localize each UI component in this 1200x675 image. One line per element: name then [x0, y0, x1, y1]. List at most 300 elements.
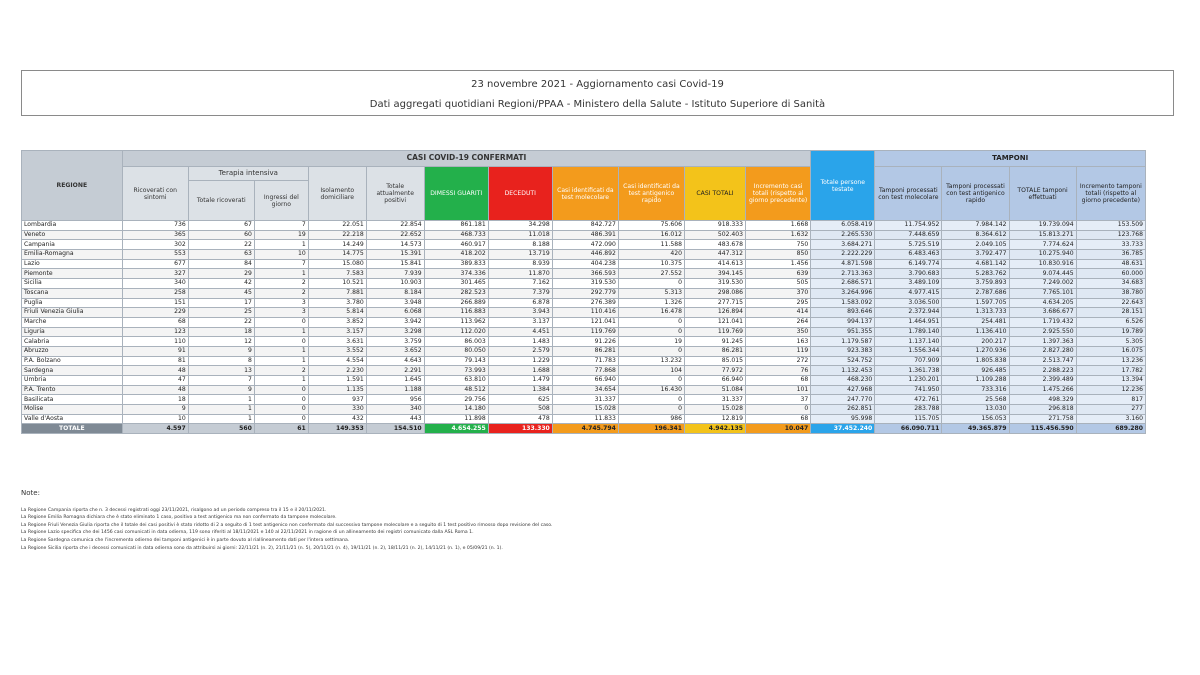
table-cell: 31.337: [685, 395, 746, 405]
table-cell: 110: [122, 337, 188, 347]
table-cell: 1: [254, 269, 308, 279]
table-cell: 80.050: [424, 346, 488, 356]
table-cell: 271.758: [1009, 414, 1076, 424]
table-cell: 502.403: [685, 230, 746, 240]
note-line: La Regione Friuli Venezia Giulia riporta che il totale dei casi positivi è stato ridotto di 2 a seguito di 1 test antigenico non confermato dal successivo tampone molecolare e a seguito di 1 test positivo rimosso dopo revisione del caso.: [21, 522, 553, 528]
table-cell: 951.355: [811, 327, 875, 337]
table-cell: 13.394: [1076, 376, 1145, 386]
table-cell: 1.230.201: [875, 376, 942, 386]
table-cell: 3.686.677: [1009, 308, 1076, 318]
totale-cell: 689.280: [1076, 424, 1145, 434]
notes-title: Note:: [21, 489, 40, 497]
header-terapia-intensiva: Terapia intensiva: [188, 167, 308, 181]
table-cell: 3.489.109: [875, 279, 942, 289]
table-cell: 7: [254, 221, 308, 231]
table-row: [22, 317, 1146, 327]
table-cell: 1: [254, 240, 308, 250]
header-tamponi: TAMPONI: [875, 151, 1146, 167]
table-cell: 63: [188, 250, 254, 260]
region-name: Calabria: [22, 337, 123, 347]
table-cell: 12.819: [685, 414, 746, 424]
table-cell: 119: [746, 346, 811, 356]
table-cell: 7.379: [488, 288, 552, 298]
table-cell: 15.391: [366, 250, 424, 260]
table-cell: 1.361.738: [875, 366, 942, 376]
table-cell: 91: [122, 346, 188, 356]
table-cell: 277.715: [685, 298, 746, 308]
table-cell: 3.948: [366, 298, 424, 308]
table-cell: 330: [308, 405, 366, 415]
table-cell: 15.813.271: [1009, 230, 1076, 240]
table-cell: 10.275.940: [1009, 250, 1076, 260]
table-cell: 3.790.683: [875, 269, 942, 279]
table-cell: 3.684.271: [811, 240, 875, 250]
table-cell: 29: [188, 269, 254, 279]
table-cell: 115.705: [875, 414, 942, 424]
table-cell: 14.180: [424, 405, 488, 415]
table-cell: 472.761: [875, 395, 942, 405]
table-cell: 258: [122, 288, 188, 298]
table-cell: 350: [746, 327, 811, 337]
table-cell: 229: [122, 308, 188, 318]
table-cell: 850: [746, 250, 811, 260]
totale-cell: 49.365.879: [942, 424, 1009, 434]
table-cell: 468.733: [424, 230, 488, 240]
table-cell: 34.654: [552, 385, 618, 395]
table-cell: 1: [188, 414, 254, 424]
table-cell: 468.230: [811, 376, 875, 386]
table-cell: 2.713.363: [811, 269, 875, 279]
table-cell: 7.774.624: [1009, 240, 1076, 250]
table-cell: 266.889: [424, 298, 488, 308]
table-cell: 25: [188, 308, 254, 318]
table-cell: 10.830.916: [1009, 259, 1076, 269]
table-cell: 365: [122, 230, 188, 240]
table-cell: 1.805.838: [942, 356, 1009, 366]
table-row: [22, 240, 1146, 250]
table-cell: 48: [122, 366, 188, 376]
table-cell: 414: [746, 308, 811, 318]
table-cell: 19.739.094: [1009, 221, 1076, 231]
region-name: Liguria: [22, 327, 123, 337]
region-name: Umbria: [22, 376, 123, 386]
table-cell: 0: [254, 414, 308, 424]
header-dimessi: DIMESSI GUARITI: [424, 167, 488, 221]
header-ti-totale: Totale ricoverati: [188, 181, 254, 221]
table-cell: 18: [122, 395, 188, 405]
table-cell: 3.780: [308, 298, 366, 308]
table-cell: 31.337: [552, 395, 618, 405]
table-cell: 68: [122, 317, 188, 327]
table-cell: 247.770: [811, 395, 875, 405]
table-cell: 7: [254, 259, 308, 269]
table-cell: 121.041: [552, 317, 618, 327]
table-cell: 447.312: [685, 250, 746, 260]
table-cell: 340: [366, 405, 424, 415]
table-cell: 22.643: [1076, 298, 1145, 308]
table-cell: 0: [254, 405, 308, 415]
table-cell: 0: [254, 395, 308, 405]
table-cell: 1.483: [488, 337, 552, 347]
table-cell: 8: [188, 356, 254, 366]
table-cell: 29.756: [424, 395, 488, 405]
table-cell: 48.512: [424, 385, 488, 395]
table-cell: 116.883: [424, 308, 488, 318]
table-cell: 11.833: [552, 414, 618, 424]
table-cell: 3.264.996: [811, 288, 875, 298]
table-cell: 11.018: [488, 230, 552, 240]
region-name: Puglia: [22, 298, 123, 308]
table-cell: 9: [122, 405, 188, 415]
region-name: Campania: [22, 240, 123, 250]
table-cell: 2.049.105: [942, 240, 1009, 250]
table-cell: 1: [188, 405, 254, 415]
table-cell: 10: [122, 414, 188, 424]
table-cell: 2.686.571: [811, 279, 875, 289]
table-cell: 77.868: [552, 366, 618, 376]
table-cell: 295: [746, 298, 811, 308]
table-cell: 67: [188, 221, 254, 231]
table-cell: 200.217: [942, 337, 1009, 347]
table-cell: 0: [618, 346, 684, 356]
table-cell: 524.752: [811, 356, 875, 366]
note-line: La Regione Lazio specifica che dei 1456 casi comunicati in data odierna, 119 sono riferiti al 18/11/2021 e 140 al 22/11/2021 in ragione di un allineamento dei registri comunicato dalla ASL Roma 1.: [21, 530, 474, 536]
table-cell: 926.485: [942, 366, 1009, 376]
table-cell: 3.157: [308, 327, 366, 337]
table-cell: 6.483.463: [875, 250, 942, 260]
covid-data-table: [21, 150, 1146, 434]
table-cell: 42: [188, 279, 254, 289]
table-cell: 2.925.550: [1009, 327, 1076, 337]
table-cell: 119.769: [552, 327, 618, 337]
table-cell: 66.940: [552, 376, 618, 386]
table-cell: 3.160: [1076, 414, 1145, 424]
table-cell: 7.162: [488, 279, 552, 289]
table-cell: 3.631: [308, 337, 366, 347]
table-cell: 1.556.344: [875, 346, 942, 356]
table-cell: 432: [308, 414, 366, 424]
table-cell: 1.591: [308, 376, 366, 386]
table-cell: 86.281: [552, 346, 618, 356]
table-cell: 3.943: [488, 308, 552, 318]
totale-cell: 133.330: [488, 424, 552, 434]
table-cell: 1.179.587: [811, 337, 875, 347]
table-cell: 27.552: [618, 269, 684, 279]
table-cell: 71.783: [552, 356, 618, 366]
table-cell: 301.465: [424, 279, 488, 289]
table-cell: 296.818: [1009, 405, 1076, 415]
table-cell: 937: [308, 395, 366, 405]
table-cell: 1.326: [618, 298, 684, 308]
table-cell: 15.080: [308, 259, 366, 269]
header-ricoverati: Ricoverati con sintomi: [122, 167, 188, 221]
totale-cell: 154.510: [366, 424, 424, 434]
header-casi-molecolare: Casi identificati da test molecolare: [552, 167, 618, 221]
table-cell: 5.305: [1076, 337, 1145, 347]
table-cell: 1.229: [488, 356, 552, 366]
table-cell: 68: [746, 376, 811, 386]
table-cell: 13.232: [618, 356, 684, 366]
table-cell: 750: [746, 240, 811, 250]
table-cell: 639: [746, 269, 811, 279]
table-cell: 12: [188, 337, 254, 347]
table-cell: 60: [188, 230, 254, 240]
totale-cell: 10.047: [746, 424, 811, 434]
table-cell: 151: [122, 298, 188, 308]
header-deceduti: DECEDUTI: [488, 167, 552, 221]
table-cell: 2.399.489: [1009, 376, 1076, 386]
table-cell: 1.583.092: [811, 298, 875, 308]
table-row: [22, 230, 1146, 240]
table-row: [22, 356, 1146, 366]
table-cell: 7.583: [308, 269, 366, 279]
table-cell: 264: [746, 317, 811, 327]
table-cell: 11.870: [488, 269, 552, 279]
table-cell: 1: [254, 356, 308, 366]
table-cell: 6.058.419: [811, 221, 875, 231]
table-cell: 1.135: [308, 385, 366, 395]
totale-cell: 37.452.240: [811, 424, 875, 434]
table-cell: 553: [122, 250, 188, 260]
table-cell: 283.788: [875, 405, 942, 415]
totale-cell: 560: [188, 424, 254, 434]
table-cell: 101: [746, 385, 811, 395]
table-cell: 1.719.432: [1009, 317, 1076, 327]
table-cell: 14.775: [308, 250, 366, 260]
table-cell: 86.003: [424, 337, 488, 347]
table-cell: 19.789: [1076, 327, 1145, 337]
totale-cell: 66.090.711: [875, 424, 942, 434]
table-cell: 498.329: [1009, 395, 1076, 405]
region-name: Toscana: [22, 288, 123, 298]
table-cell: 0: [618, 395, 684, 405]
table-cell: 3.759: [366, 337, 424, 347]
header-incremento-casi: Incremento casi totali (rispetto al giorno precedente): [746, 167, 811, 221]
table-cell: 16.430: [618, 385, 684, 395]
table-cell: 10.521: [308, 279, 366, 289]
table-cell: 2: [254, 366, 308, 376]
table-row: [22, 308, 1146, 318]
region-name: Molise: [22, 405, 123, 415]
table-cell: 2.513.747: [1009, 356, 1076, 366]
table-cell: 15.841: [366, 259, 424, 269]
table-cell: 370: [746, 288, 811, 298]
table-cell: 292.779: [552, 288, 618, 298]
table-cell: 7.984.142: [942, 221, 1009, 231]
table-cell: 282.523: [424, 288, 488, 298]
table-cell: 923.383: [811, 346, 875, 356]
table-cell: 5.725.519: [875, 240, 942, 250]
table-cell: 986: [618, 414, 684, 424]
header-casi-totali: CASI TOTALI: [685, 167, 746, 221]
table-cell: 11.898: [424, 414, 488, 424]
table-cell: 5.313: [618, 288, 684, 298]
table-cell: 38.780: [1076, 288, 1145, 298]
table-cell: 79.143: [424, 356, 488, 366]
table-cell: 8.188: [488, 240, 552, 250]
table-cell: 0: [618, 376, 684, 386]
table-cell: 505: [746, 279, 811, 289]
table-cell: 16.075: [1076, 346, 1145, 356]
table-cell: 262.851: [811, 405, 875, 415]
table-cell: 1: [254, 346, 308, 356]
totale-cell: 149.353: [308, 424, 366, 434]
table-cell: 91.226: [552, 337, 618, 347]
header-positivi: Totale attualmente positivi: [366, 167, 424, 221]
table-cell: 1.188: [366, 385, 424, 395]
table-cell: 104: [618, 366, 684, 376]
table-cell: 0: [618, 327, 684, 337]
table-cell: 95.998: [811, 414, 875, 424]
notes-section: [21, 490, 1171, 552]
table-cell: 2.291: [366, 366, 424, 376]
table-cell: 10.375: [618, 259, 684, 269]
region-name: Emilia-Romagna: [22, 250, 123, 260]
report-subtitle: Dati aggregati quotidiani Regioni/PPAA - Ministero della Salute - Istituto Superiore di Sanità: [369, 99, 826, 110]
table-cell: 486.391: [552, 230, 618, 240]
table-cell: 3: [254, 298, 308, 308]
table-cell: 1.688: [488, 366, 552, 376]
table-cell: 4.681.142: [942, 259, 1009, 269]
table-cell: 1.479: [488, 376, 552, 386]
table-cell: 2.579: [488, 346, 552, 356]
table-cell: 7.939: [366, 269, 424, 279]
table-cell: 736: [122, 221, 188, 231]
table-cell: 394.145: [685, 269, 746, 279]
table-row: [22, 337, 1146, 347]
table-cell: 11.754.952: [875, 221, 942, 231]
header-casi-confermati: CASI COVID-19 CONFERMATI: [122, 151, 811, 167]
table-cell: 0: [746, 405, 811, 415]
table-cell: 817: [1076, 395, 1145, 405]
table-cell: 733.316: [942, 385, 1009, 395]
note-line: La Regione Campania riporta che n. 3 decessi registrati oggi 23/11/2021, risalgono ad un periodo compreso tra il 15 e il 20/11/2021.: [21, 507, 327, 513]
table-cell: 0: [618, 317, 684, 327]
table-cell: 340: [122, 279, 188, 289]
table-cell: 9: [188, 385, 254, 395]
table-cell: 374.336: [424, 269, 488, 279]
table-cell: 7.881: [308, 288, 366, 298]
table-cell: 443: [366, 414, 424, 424]
table-cell: 85.015: [685, 356, 746, 366]
table-cell: 5.283.762: [942, 269, 1009, 279]
region-name: Sardegna: [22, 366, 123, 376]
totale-cell: 196.341: [618, 424, 684, 434]
header-ti-ingressi: Ingressi del giorno: [254, 181, 308, 221]
table-cell: 15.028: [552, 405, 618, 415]
table-cell: 460.917: [424, 240, 488, 250]
table-cell: 81: [122, 356, 188, 366]
table-cell: 414.613: [685, 259, 746, 269]
region-name: Veneto: [22, 230, 123, 240]
table-cell: 156.053: [942, 414, 1009, 424]
table-cell: 10.903: [366, 279, 424, 289]
totale-cell: 4.745.794: [552, 424, 618, 434]
table-cell: 7: [188, 376, 254, 386]
region-name: Lombardia: [22, 221, 123, 231]
table-cell: 4.554: [308, 356, 366, 366]
table-cell: 4.451: [488, 327, 552, 337]
table-cell: 48.631: [1076, 259, 1145, 269]
table-row: [22, 405, 1146, 415]
table-cell: 16.012: [618, 230, 684, 240]
table-cell: 51.084: [685, 385, 746, 395]
header-isolamento: Isolamento domiciliare: [308, 167, 366, 221]
table-row: [22, 366, 1146, 376]
region-name: P.A. Bolzano: [22, 356, 123, 366]
table-cell: 994.137: [811, 317, 875, 327]
table-cell: 48: [122, 385, 188, 395]
table-cell: 153.509: [1076, 221, 1145, 231]
table-row: [22, 298, 1146, 308]
table-cell: 86.281: [685, 346, 746, 356]
table-cell: 254.481: [942, 317, 1009, 327]
table-cell: 22.051: [308, 221, 366, 231]
table-cell: 4.977.415: [875, 288, 942, 298]
table-cell: 6.878: [488, 298, 552, 308]
table-cell: 66.940: [685, 376, 746, 386]
table-row: [22, 395, 1146, 405]
table-cell: 60.000: [1076, 269, 1145, 279]
table-cell: 75.606: [618, 221, 684, 231]
table-cell: 3.852: [308, 317, 366, 327]
totale-cell: 115.456.590: [1009, 424, 1076, 434]
table-cell: 13.719: [488, 250, 552, 260]
table-cell: 272: [746, 356, 811, 366]
region-name: Piemonte: [22, 269, 123, 279]
table-cell: 17.782: [1076, 366, 1145, 376]
table-cell: 2.230: [308, 366, 366, 376]
table-cell: 34.683: [1076, 279, 1145, 289]
table-cell: 276.389: [552, 298, 618, 308]
table-row: [22, 414, 1146, 424]
table-cell: 7.765.101: [1009, 288, 1076, 298]
region-name: Valle d'Aosta: [22, 414, 123, 424]
table-cell: 22: [188, 317, 254, 327]
table-cell: 3.759.893: [942, 279, 1009, 289]
table-cell: 1: [254, 376, 308, 386]
table-cell: 8.364.612: [942, 230, 1009, 240]
table-cell: 3.792.477: [942, 250, 1009, 260]
table-cell: 68: [746, 414, 811, 424]
table-cell: 472.090: [552, 240, 618, 250]
note-line: La Regione Emilia Romagna dichiara che è stato eliminato 1 caso, positivo a test antigenico ma non confermato da tampone molecolare.: [21, 515, 337, 521]
table-cell: 13.030: [942, 405, 1009, 415]
table-cell: 22.854: [366, 221, 424, 231]
table-cell: 19: [618, 337, 684, 347]
table-cell: 6.526: [1076, 317, 1145, 327]
table-cell: 47: [122, 376, 188, 386]
table-cell: 11.588: [618, 240, 684, 250]
totale-cell: 4.597: [122, 424, 188, 434]
table-cell: 8.184: [366, 288, 424, 298]
table-cell: 1.397.363: [1009, 337, 1076, 347]
table-cell: 9.074.445: [1009, 269, 1076, 279]
totale-label: TOTALE: [22, 424, 123, 434]
table-cell: 1.464.951: [875, 317, 942, 327]
table-row: [22, 250, 1146, 260]
region-name: Lazio: [22, 259, 123, 269]
table-cell: 483.678: [685, 240, 746, 250]
table-cell: 22.652: [366, 230, 424, 240]
table-cell: 6.068: [366, 308, 424, 318]
table-cell: 2.265.530: [811, 230, 875, 240]
table-cell: 0: [254, 317, 308, 327]
table-cell: 0: [254, 337, 308, 347]
table-cell: 1.270.936: [942, 346, 1009, 356]
table-cell: 956: [366, 395, 424, 405]
table-cell: 420: [618, 250, 684, 260]
